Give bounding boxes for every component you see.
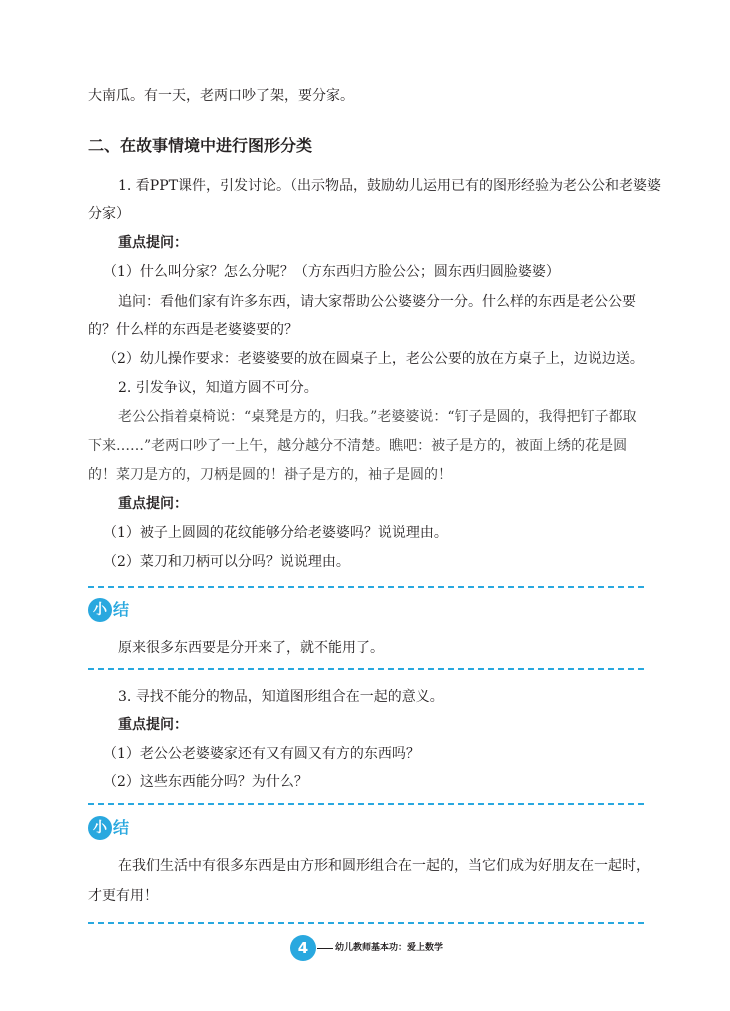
question-5: （1）老公公老婆婆家还有又有圆又有方的东西吗？ [103, 746, 420, 762]
divider-dashed [88, 922, 644, 924]
summary-2-line2: 才更有用！ [88, 888, 158, 904]
key-questions-label-3: 重点提问： [118, 717, 188, 733]
key-questions-label-2: 重点提问： [118, 496, 188, 512]
divider-dashed [88, 668, 644, 670]
footer-rule [317, 948, 333, 949]
summary-badge-text: 结 [113, 818, 130, 837]
intro-line: 大南瓜。有一天，老两口吵了架，要分家。 [88, 88, 354, 104]
question-4: （2）菜刀和刀柄可以分吗？说说理由。 [103, 554, 350, 570]
story-line1: 老公公指着桌椅说：“桌凳是方的，归我。”老婆婆说：“钉子是圆的，我得把钉子都取 [118, 409, 637, 425]
question-2: （2）幼儿操作要求：老婆婆要的放在圆桌子上，老公公要的放在方桌子上，边说边送。 [103, 351, 644, 367]
summary-2-line1: 在我们生活中有很多东西是由方形和圆形组合在一起的，当它们成为好朋友在一起时， [118, 858, 650, 874]
divider-dashed [88, 586, 644, 588]
key-questions-label-1: 重点提问： [118, 235, 188, 251]
step1-line2: 分家） [88, 206, 130, 222]
story-line2: 下来……”老两口吵了一上午，越分越分不清楚。瞧吧：被子是方的，被面上绣的花是圆 [88, 438, 628, 454]
summary-badge-circle: 小 [88, 598, 112, 622]
section-title: 二、在故事情境中进行图形分类 [88, 136, 313, 155]
question-1: （1）什么叫分家？怎么分呢？（方东西归方脸公公；圆东西归圆脸婆婆） [103, 264, 560, 280]
followup-line2: 的？什么样的东西是老婆婆要的？ [88, 322, 298, 338]
followup-line1: 追问：看他们家有许多东西，请大家帮助公公婆婆分一分。什么样的东西是老公公要 [118, 294, 636, 310]
divider-dashed [88, 803, 644, 805]
book-title: 幼儿教师基本功：爱上数学 [335, 943, 444, 953]
summary-badge-text: 结 [113, 600, 130, 619]
step2: 2. 引发争议，知道方圆不可分。 [118, 380, 318, 396]
step1-line1: 1. 看PPT课件，引发讨论。（出示物品，鼓励幼儿运用已有的图形经验为老公公和老婆婆 [118, 178, 661, 194]
page-number: 4 [290, 935, 316, 961]
question-3: （1）被子上圆圆的花纹能够分给老婆婆吗？说说理由。 [103, 525, 448, 541]
summary-1: 原来很多东西要是分开来了，就不能用了。 [118, 640, 384, 656]
story-line3: 的！菜刀是方的，刀柄是圆的！褂子是方的，袖子是圆的！ [88, 467, 452, 483]
summary-badge-circle: 小 [88, 816, 112, 840]
step3: 3. 寻找不能分的物品，知道图形组合在一起的意义。 [118, 689, 444, 705]
question-6: （2）这些东西能分吗？为什么？ [103, 774, 308, 790]
